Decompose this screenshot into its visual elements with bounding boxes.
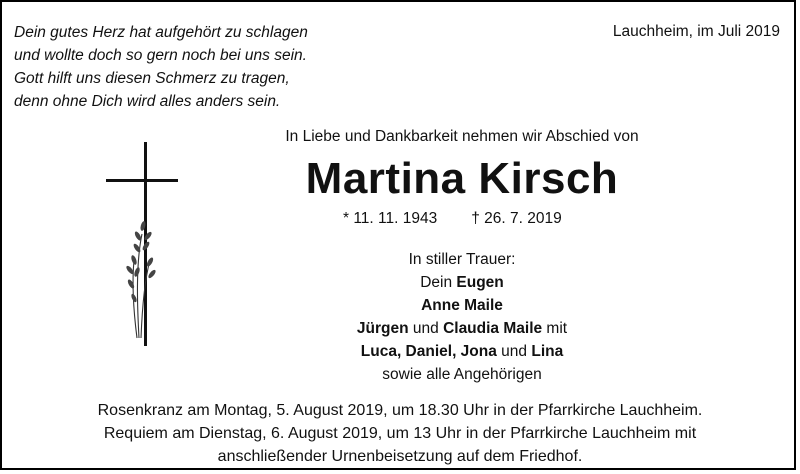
mourner-line: sowie alle Angehörigen [382,366,542,383]
mourner-name: Eugen [456,274,504,291]
mourner-text: mit [542,320,568,337]
mourner-name: Jürgen [356,320,409,337]
mourner-text: und [496,343,532,360]
deceased-name: Martina Kirsch [305,154,619,203]
mourner-text: Dein [420,274,457,291]
mourners-heading: In stiller Trauer: [408,251,516,268]
mourner-name: Anne Maile [421,297,503,314]
mourner-line [2,294,800,317]
poem [14,21,308,113]
mourner-name: Lina [531,343,564,360]
mourner-line [2,340,800,363]
service-details [2,399,798,468]
mourners-list [2,248,800,386]
life-dates [343,208,562,230]
mourner-name: Claudia Maile [443,320,543,337]
poem-line: Dein gutes Herz hat aufgehört zu schlagen [14,24,308,41]
mourner-line [2,271,800,294]
death-date: † 26. 7. 2019 [471,210,562,227]
poem-line: Gott hilft uns diesen Schmerz zu tragen, [14,70,290,87]
mourner-name: Luca, Daniel, Jona [360,343,497,360]
mourner-line [2,317,800,340]
service-line: Rosenkranz am Montag, 5. August 2019, um 18.30 Uhr in der Pfarrkirche Lauchheim. [97,402,703,419]
poem-line: denn ohne Dich wird alles anders sein. [14,93,281,110]
service-line: anschließender Urnenbeisetzung auf dem Friedhof. [217,448,583,465]
birth-date: * 11. 11. 1943 [343,210,438,227]
service-line: Requiem am Dienstag, 6. August 2019, um 13 Uhr in der Pfarrkirche Lauchheim mit [103,425,697,442]
place-date: Lauchheim, im Juli 2019 [612,23,780,40]
poem-line: und wollte doch so gern noch bei uns sein. [14,47,307,64]
farewell-intro: In Liebe und Dankbarkeit nehmen wir Abschied von [285,128,639,145]
mourner-text: und [408,320,444,337]
